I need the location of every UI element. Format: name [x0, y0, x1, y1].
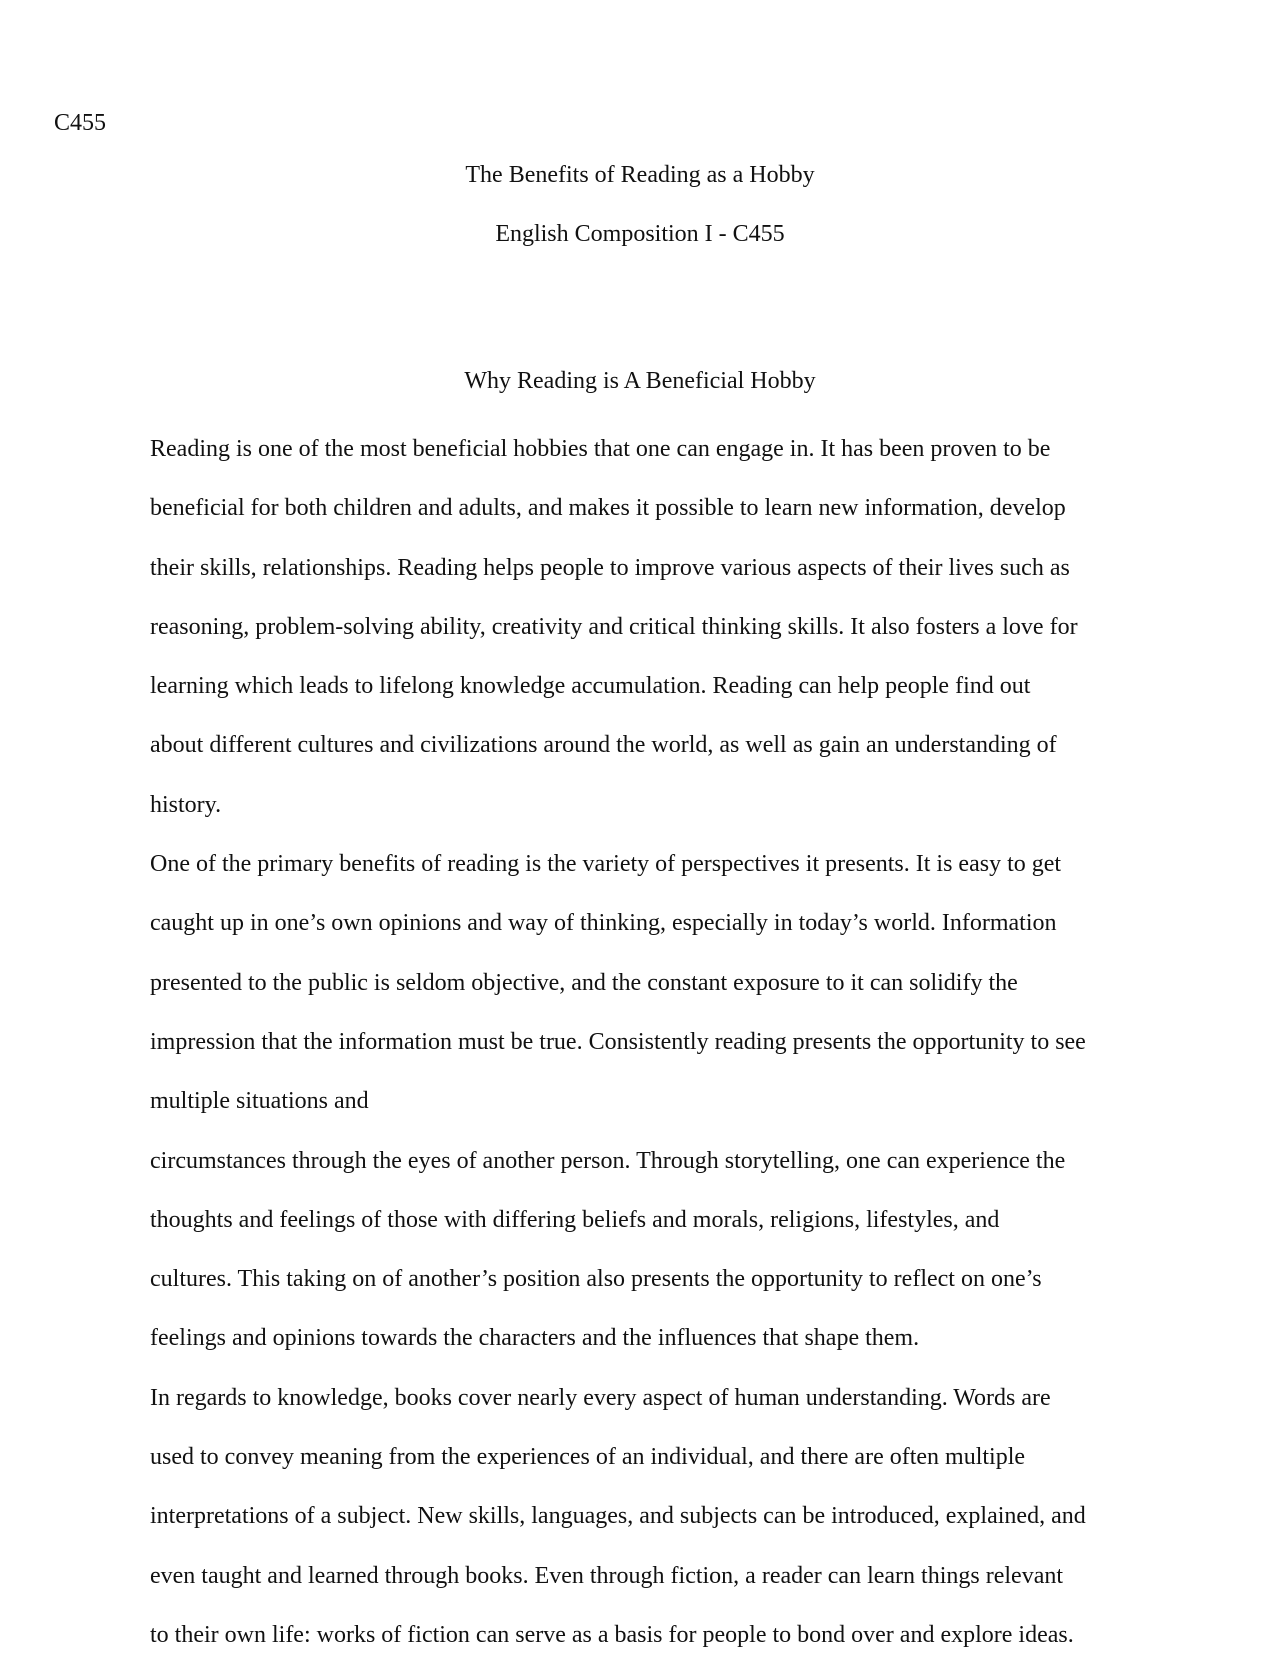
text-line: multiple situations and	[150, 1088, 369, 1115]
paragraph	[150, 420, 1150, 835]
text-line: even taught and learned through books. Even through fiction, a reader can learn things relevant	[150, 1562, 1064, 1589]
text-line: beneficial for both children and adults, and makes it possible to learn new information, develop	[150, 495, 1066, 522]
paragraph	[150, 1369, 1150, 1665]
header-course-code: C455	[54, 110, 107, 136]
paragraph	[150, 835, 1150, 1131]
text-line: used to convey meaning from the experiences of an individual, and there are often multiple	[150, 1444, 1026, 1471]
text-line: circumstances through the eyes of another person. Through storytelling, one can experience the	[150, 1147, 1066, 1174]
section-heading: Why Reading is A Beneficial Hobby	[464, 368, 816, 394]
text-line: presented to the public is seldom objective, and the constant exposure to it can solidify the	[150, 969, 1018, 996]
text-line: history.	[150, 791, 222, 818]
text-line: cultures. This taking on of another’s position also presents the opportunity to reflect on one’s	[150, 1266, 1042, 1293]
text-line: caught up in one’s own opinions and way of thinking, especially in today’s world. Information	[150, 910, 1057, 937]
text-line: thoughts and feelings of those with differing beliefs and morals, religions, lifestyles, and	[150, 1206, 1000, 1233]
paragraph	[150, 1132, 1150, 1369]
body-text	[150, 420, 1150, 1665]
document-title: The Benefits of Reading as a Hobby	[465, 162, 815, 188]
text-line: Reading is one of the most beneficial hobbies that one can engage in. It has been proven to be	[150, 436, 1051, 462]
course-name: English Composition I - C455	[495, 221, 785, 247]
text-line: to their own life: works of fiction can serve as a basis for people to bond over and explore ideas.	[150, 1621, 1074, 1648]
text-line: learning which leads to lifelong knowledge accumulation. Reading can help people find out	[150, 673, 1031, 700]
text-line: One of the primary benefits of reading is the variety of perspectives it presents. It is easy to get	[150, 851, 1062, 878]
text-line: reasoning, problem-solving ability, creativity and critical thinking skills. It also fosters a love for	[150, 613, 1078, 640]
text-line: their skills, relationships. Reading helps people to improve various aspects of their lives such as	[150, 554, 1070, 581]
text-line: In regards to knowledge, books cover nearly every aspect of human understanding. Words are	[150, 1384, 1051, 1411]
text-line: about different cultures and civilizations around the world, as well as gain an understanding of	[150, 732, 1057, 759]
text-line: impression that the information must be true. Consistently reading presents the opportunity to see	[150, 1028, 1086, 1055]
text-line: feelings and opinions towards the characters and the influences that shape them.	[150, 1325, 920, 1352]
text-line: interpretations of a subject. New skills, languages, and subjects can be introduced, explained, and	[150, 1503, 1086, 1530]
